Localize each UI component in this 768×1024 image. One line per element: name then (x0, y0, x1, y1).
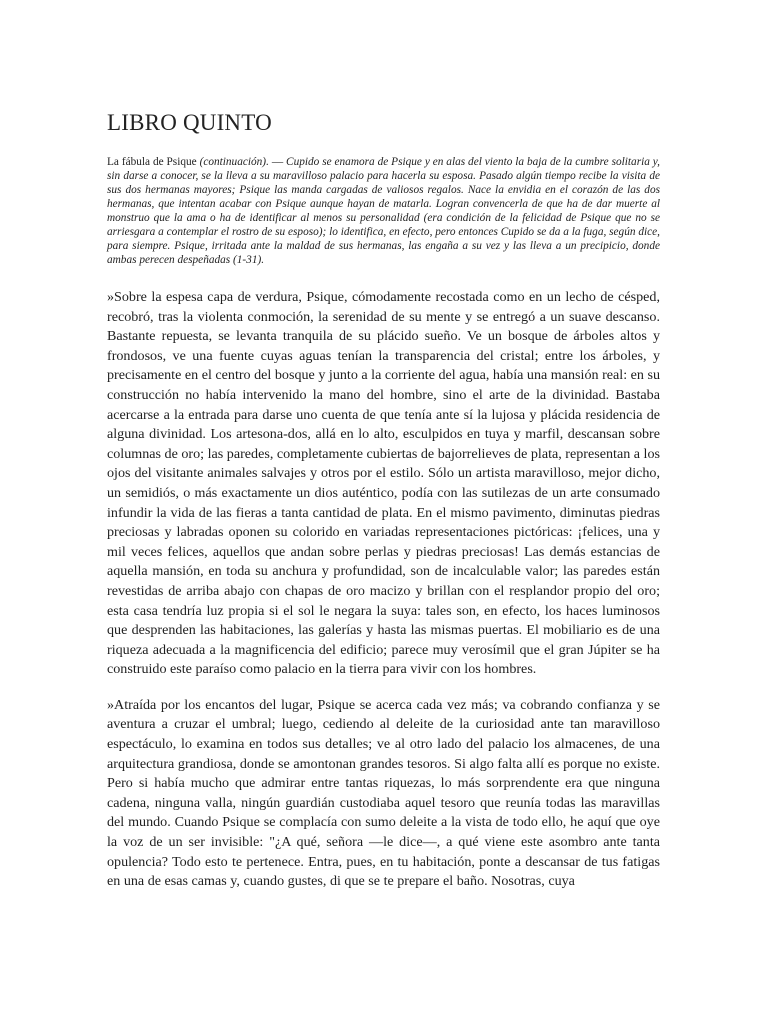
summary-body: Cupido se enamora de Psique y en alas del viento la baja de la cumbre solitaria y, sin darse a conocer, se la lleva a su maravilloso palacio para hacerla su esposa. Pasado algún tiempo recibe la visita de sus dos hermanas mayores; Psique las manda cargadas de valiosos regalos. Nace la envidia en el corazón de las dos hermanas, que intentan acabar con Psique aunque hayan de matarla. Logran convencerla de que ha de dar muerte al monstruo que la ama o ha de identificar al menos su personalidad (era condición de la felicidad de Psique que no se arriesgara a contemplar el rostro de su esposo); lo identifica, en efecto, pero entonces Cupido se da a la fuga, según dice, para siempre. Psique, irritada ante la maldad de sus hermanas, las engaña a su vez y las lleva a un precipicio, donde ambas perecen despeñadas (1-31). (107, 156, 660, 266)
chapter-title: LIBRO QUINTO (107, 110, 272, 135)
summary-dash: — (268, 156, 287, 168)
document-page (107, 110, 660, 908)
chapter-summary (107, 155, 660, 267)
body-paragraph-1: »Sobre la espesa capa de verdura, Psique, cómodamente recostada como en un lecho de césped, recobró, tras la violenta conmoción, la serenidad de su mente y se entregó a un suave descanso. Bastante repuesta, se levanta tranquila de su plácido sueño. Ve un bosque de árboles altos y frondosos, ve una fuente cuyas aguas tenían la transparencia del cristal; entre los árboles, y precisamente en el centro del bosque y junto a la corriente del agua, había una mansión real: en su construcción no había intervenido la mano del hombre, sino el arte de la divinidad. Bastaba acercarse a la entrada para darse uno cuenta de que tenía ante sí la lujosa y plácida residencia de alguna divinidad. Los artesona-dos, allá en lo alto, esculpidos en tuya y marfil, descansan sobre columnas de oro; las paredes, completamente cubiertas de bajorrelieves de plata, representan a los ojos del visitante animales salvajes y otros por el estilo. Sólo un artista maravilloso, mejor dicho, un semidiós, o más exactamente un dios auténtico, podía con las sutilezas de un arte consumado infundir la vida de las fieras a tanta cantidad de plata. En el mismo pavimento, diminutas piedras preciosas y labradas oponen su colorido en variadas representaciones pictóricas: ¡felices, una y mil veces felices, aquellos que andan sobre perlas y piedras preciosas! Las demás estancias de aquella mansión, en toda su anchura y profundidad, son de incalculable valor; las paredes están revestidas de arriba abajo con chapas de oro macizo y brillan con el resplandor propio del oro; esta casa tendría luz propia si el sol le negara la suya: tales son, en efecto, los haces luminosos que desprenden las habitaciones, las galerías y hasta las mismas puertas. El mobiliario es de una riqueza adecuada a la magnificencia del edificio; parece muy verosímil que el gran Júpiter se ha construido este paraíso como palacio en la tierra para vivir con los hombres. (107, 289, 660, 678)
summary-lead-paren: (continuación). (199, 156, 269, 168)
summary-lead: La fábula de Psique (107, 156, 200, 168)
body-paragraph-2: »Atraída por los encantos del lugar, Psique se acerca cada vez más; va cobrando confianza y se aventura a cruzar el umbral; luego, cediendo al deleite de la curiosidad ante tan maravilloso espectáculo, lo examina en todos sus detalles; ve al otro lado del palacio los almacenes, de una arquitectura grandiosa, donde se amontonan grandes tesoros. Si algo falta allí es porque no existe. Pero si había mucho que admirar entre tantas riquezas, lo más sorprendente era que ninguna cadena, ninguna valla, ningún guardián custodiaba aquel tesoro que reunía todas las maravillas del mundo. Cuando Psique se complacía con sumo deleite a la vista de todo ello, he aquí que oye la voz de un ser invisible: "¿A qué, señora —le dice—, a qué viene este asombro ante tanta opulencia? Todo esto te pertenece. Entra, pues, en tu habitación, ponte a descansar de tus fatigas en una de esas camas y, cuando gustes, di que se te prepare el baño. Nosotras, cuya (107, 696, 660, 890)
